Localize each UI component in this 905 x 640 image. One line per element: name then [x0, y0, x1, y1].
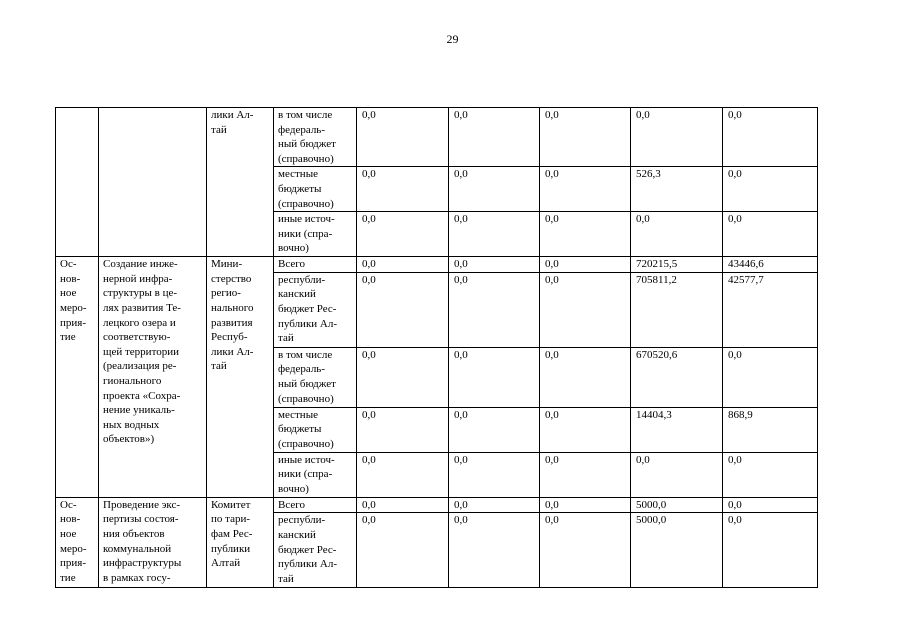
activity-kind-cell: Ос- нов- ное меро- прия- тие	[56, 257, 99, 498]
table-row	[56, 108, 818, 167]
value-cell: 0,0	[540, 347, 631, 407]
value-cell: 0,0	[449, 513, 540, 588]
value-cell: 0,0	[357, 272, 449, 347]
value-cell: 0,0	[540, 452, 631, 497]
value-cell: 43446,6	[723, 257, 818, 273]
value-cell: 5000,0	[631, 497, 723, 513]
value-cell: 670520,6	[631, 347, 723, 407]
value-cell: 0,0	[449, 167, 540, 212]
activity-kind-cell: Ос- нов- ное меро- прия- тие	[56, 497, 99, 588]
value-cell: 0,0	[540, 513, 631, 588]
value-cell: 0,0	[357, 452, 449, 497]
value-cell: 868,9	[723, 407, 818, 452]
value-cell: 42577,7	[723, 272, 818, 347]
value-cell: 0,0	[540, 167, 631, 212]
value-cell: 0,0	[449, 212, 540, 257]
value-cell: 0,0	[357, 407, 449, 452]
funding-source-cell: республи- канский бюджет Рес- публики Ал- тай	[274, 513, 357, 588]
value-cell: 14404,3	[631, 407, 723, 452]
funding-source-cell: Всего	[274, 257, 357, 273]
value-cell: 0,0	[449, 497, 540, 513]
value-cell: 0,0	[540, 497, 631, 513]
value-cell: 0,0	[449, 452, 540, 497]
executor-cell: Мини- стерство регио- нального развития Респуб- лики Ал- тай	[207, 257, 274, 498]
value-cell: 0,0	[540, 212, 631, 257]
value-cell: 0,0	[357, 167, 449, 212]
value-cell: 0,0	[540, 257, 631, 273]
executor-cell: лики Ал- тай	[207, 108, 274, 257]
value-cell: 0,0	[723, 347, 818, 407]
activity-name-cell	[99, 108, 207, 257]
funding-source-cell: в том числе федераль- ный бюджет (справочно)	[274, 347, 357, 407]
funding-source-cell: иные источ- ники (спра- вочно)	[274, 212, 357, 257]
table-row	[56, 257, 818, 273]
value-cell: 0,0	[540, 108, 631, 167]
value-cell: 526,3	[631, 167, 723, 212]
value-cell: 0,0	[631, 108, 723, 167]
value-cell: 0,0	[723, 497, 818, 513]
funding-source-cell: местные бюджеты (справочно)	[274, 407, 357, 452]
funding-source-cell: иные источ- ники (спра- вочно)	[274, 452, 357, 497]
page-number: 29	[446, 32, 459, 46]
activity-name-cell: Проведение экс- пертизы состоя- ния объектов коммунальной инфраструктуры в рамках госу-	[99, 497, 207, 588]
value-cell: 0,0	[631, 212, 723, 257]
value-cell: 0,0	[449, 108, 540, 167]
value-cell: 0,0	[449, 257, 540, 273]
value-cell: 705811,2	[631, 272, 723, 347]
value-cell: 0,0	[449, 347, 540, 407]
value-cell: 0,0	[449, 407, 540, 452]
budget-table	[55, 107, 818, 588]
table-body	[56, 108, 818, 588]
value-cell: 0,0	[357, 257, 449, 273]
funding-source-cell: республи- канский бюджет Рес- публики Ал- тай	[274, 272, 357, 347]
activity-kind-cell	[56, 108, 99, 257]
value-cell: 0,0	[449, 272, 540, 347]
value-cell: 0,0	[723, 513, 818, 588]
value-cell: 0,0	[540, 272, 631, 347]
value-cell: 0,0	[723, 167, 818, 212]
value-cell: 0,0	[357, 108, 449, 167]
funding-source-cell: Всего	[274, 497, 357, 513]
value-cell: 0,0	[357, 513, 449, 588]
value-cell: 0,0	[357, 497, 449, 513]
funding-source-cell: местные бюджеты (справочно)	[274, 167, 357, 212]
value-cell: 720215,5	[631, 257, 723, 273]
value-cell: 0,0	[723, 212, 818, 257]
table-row	[56, 497, 818, 513]
value-cell: 5000,0	[631, 513, 723, 588]
value-cell: 0,0	[723, 452, 818, 497]
activity-name-cell: Создание инже- нерной инфра- структуры в це- лях развития Те- лецкого озера и соответствую- щей территории (реализация ре- гионального проекта «Сохра- нение уникаль- ных водных объектов»)	[99, 257, 207, 498]
executor-cell: Комитет по тари- фам Рес- публики Алтай	[207, 497, 274, 588]
value-cell: 0,0	[357, 347, 449, 407]
value-cell: 0,0	[540, 407, 631, 452]
value-cell: 0,0	[631, 452, 723, 497]
funding-source-cell: в том числе федераль- ный бюджет (справочно)	[274, 108, 357, 167]
value-cell: 0,0	[723, 108, 818, 167]
value-cell: 0,0	[357, 212, 449, 257]
